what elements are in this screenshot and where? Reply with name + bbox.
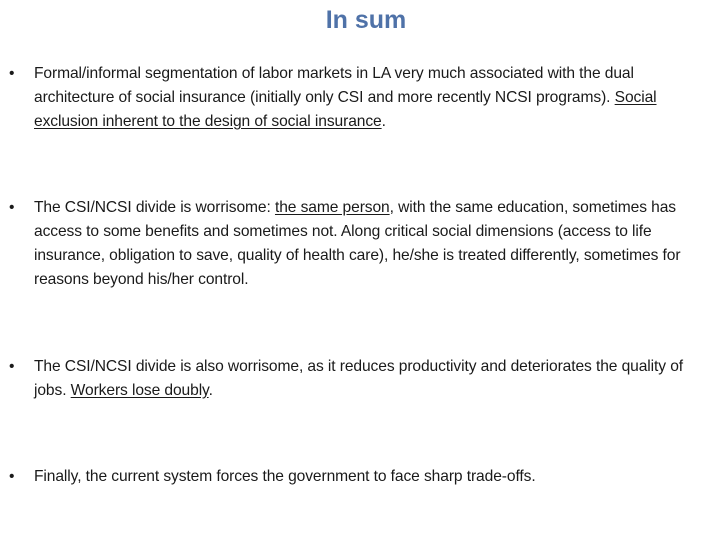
bullet-item-segmentation: [9, 62, 702, 134]
bullet-text: Finally, the current system forces the government to face sharp trade-offs.: [34, 468, 536, 485]
bullet-text: The CSI/NCSI divide is also worrisome, as it reduces productivity and deteriorates the quality of jobs.: [34, 358, 683, 399]
bullet-dot-icon: •: [9, 468, 15, 485]
bullet-text-end: , with the same education, sometimes has access to some benefits and sometimes not. Along critical social dimensions (access to life insurance, obligation to save, quality of health care), he/she is treated differently, sometimes for reasons beyond his/her control.: [34, 199, 681, 288]
bullet-text: The CSI/NCSI divide is worrisome:: [34, 199, 275, 216]
slide-title: In sum: [325, 6, 407, 34]
bullet-text-end: .: [208, 382, 213, 399]
bullet-item-trade-offs: [9, 465, 702, 489]
underlined-phrase: Social exclusion inherent to the design of social insurance: [34, 89, 657, 130]
bullet-dot-icon: •: [9, 65, 15, 82]
underlined-phrase: Workers lose doubly: [70, 382, 209, 399]
bullet-dot-icon: •: [9, 358, 15, 375]
bullet-text: Formal/informal segmentation of labor markets in LA very much associated with the dual architecture of social insurance (initially only CSI and more recently NCSI programs).: [34, 65, 634, 106]
underlined-phrase: the same person: [274, 199, 390, 216]
bullet-text-end: .: [381, 113, 386, 130]
bullet-dot-icon: •: [9, 199, 15, 216]
bullet-item-productivity: [9, 355, 702, 403]
bullet-item-divide-worrisome: [9, 196, 702, 292]
